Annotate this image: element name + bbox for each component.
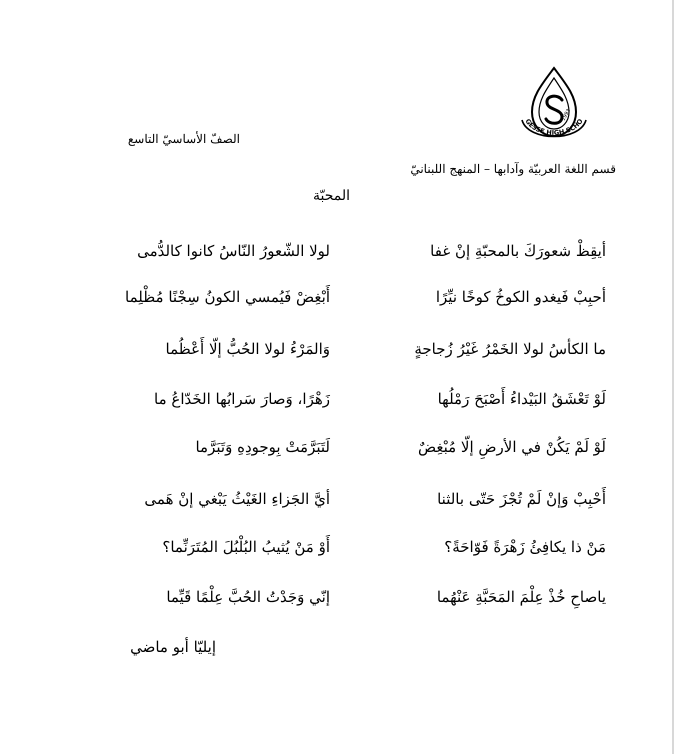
verse (0, 588, 674, 628)
verse-second-hemistich: أيَّ الجَزاءِ الغَيْثُ يَبْغي إنْ هَمى (144, 490, 330, 508)
verse-first-hemistich: أحبِبْ فَيغدو الكوخُ كوخًا نيِّرًا (435, 288, 606, 306)
verse-second-hemistich: أَبْغِضْ فَيُمسي الكونُ سِجْنًا مُظْلِما (125, 288, 330, 306)
verse-second-hemistich: إنّي وَجَدْتُ الحُبَّ عِلْمًا قَيِّما (166, 588, 330, 606)
verse-first-hemistich: أَحْبِبْ وَإنْ لَمْ تُجْزَ حَتّى بالثنا (437, 490, 606, 508)
svg-text:1993: 1993 (560, 107, 573, 122)
poet-name: إيليّا أبو ماضي (130, 638, 216, 656)
svg-text:SAGESSE HIGH SCHOOL: GESSE HIGH SCHO (523, 117, 585, 137)
verse-second-hemistich: لولا الشّعورُ النّاسُ كانوا كالدُّمى (137, 242, 330, 260)
verse (0, 490, 674, 530)
verse (0, 340, 674, 380)
verse-second-hemistich: أَوْ مَنْ يُثيبُ البُلْبُلَ المُتَرَنِّما؟ (162, 538, 330, 556)
verse-first-hemistich: ما الكأسُ لولا الخَمْرُ غَيْرُ زُجاجةٍ (414, 340, 606, 358)
verse-first-hemistich: ياصاحِ خُذْ عِلْمَ المَحَبَّةِ عَنْهُما (436, 588, 606, 606)
verse (0, 438, 674, 478)
grade-label: الصفّ الأساسيّ التاسع (127, 132, 240, 146)
poem-title: المحبّة (312, 188, 350, 204)
verse-first-hemistich: لَوْ تَعْشَقُ البَيْداءُ أَصْبَحَ رَمْلُها (437, 390, 606, 408)
verse (0, 242, 674, 282)
department-label: قسم اللغة العربيّة وآدابها – المنهج اللبنانيّ (410, 162, 616, 176)
verse-first-hemistich: أيقِظْ شعورَكَ بالمحبّةِ إنْ غفا (430, 242, 606, 260)
school-logo-icon (512, 62, 596, 146)
verse-first-hemistich: لَوْ لَمْ يَكُنْ في الأرضِ إلّا مُبْغِضٌ (417, 438, 606, 456)
verse-second-hemistich: وَالمَرْءُ لولا الحُبُّ إلّا أَعْظُما (165, 340, 330, 358)
verse-second-hemistich: زَهْرًا، وَصارَ سَرابُها الخَدّاعُ ما (154, 390, 330, 408)
school-logo (512, 62, 596, 146)
verse-second-hemistich: لَتَبَرَّمَتْ بِوجودِهِ وَتَبَرَّما (195, 438, 330, 456)
verse (0, 390, 674, 430)
verse-first-hemistich: مَنْ ذا يكافِئُ زَهْرَةً فَوّاحَةً؟ (444, 538, 606, 556)
verse (0, 288, 674, 328)
verse (0, 538, 674, 578)
